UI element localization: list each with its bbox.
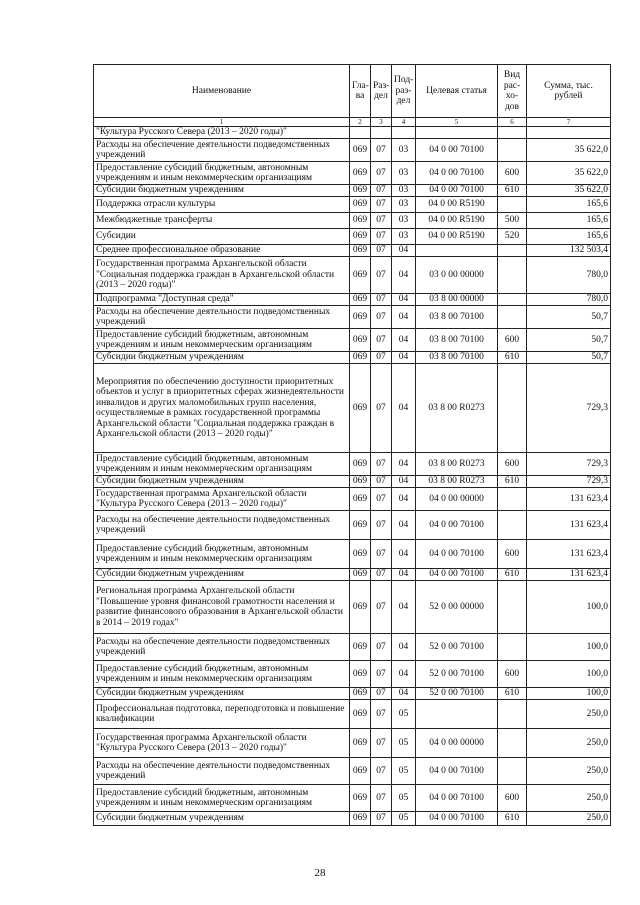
header-amount: Сумма, тыс. рублей <box>527 65 611 118</box>
row-expense-type <box>498 127 527 139</box>
row-expense-type <box>498 511 527 540</box>
row-amount: 50,7 <box>527 329 611 352</box>
row-name: Субсидии бюджетным учреждениям <box>94 352 350 364</box>
row-name: Субсидии бюджетным учреждениям <box>94 688 350 700</box>
row-name: Субсидии бюджетным учреждениям <box>94 476 350 488</box>
table-row <box>94 634 611 661</box>
row-target-article: 03 8 00 00000 <box>416 294 498 306</box>
row-chapter: 069 <box>350 812 371 826</box>
row-expense-type: 500 <box>498 213 527 229</box>
row-subsection: 03 <box>392 213 416 229</box>
row-amount: 729,3 <box>527 364 611 453</box>
row-subsection <box>392 127 416 139</box>
row-section: 07 <box>371 812 392 826</box>
row-amount: 165,6 <box>527 229 611 245</box>
row-target-article: 04 0 00 R5190 <box>416 197 498 213</box>
row-subsection: 04 <box>392 661 416 688</box>
row-amount: 35 622,0 <box>527 139 611 162</box>
row-name: Субсидии бюджетным учреждениям <box>94 185 350 197</box>
row-amount: 50,7 <box>527 352 611 364</box>
row-name: Подпрограмма "Доступная среда" <box>94 294 350 306</box>
row-amount: 100,0 <box>527 688 611 700</box>
row-name: Профессиональная подготовка, переподготовка и повышение квалификации <box>94 700 350 729</box>
table-row <box>94 257 611 294</box>
table-row <box>94 700 611 729</box>
column-number: 2 <box>350 118 371 127</box>
row-expense-type: 610 <box>498 476 527 488</box>
row-amount: 35 622,0 <box>527 162 611 185</box>
row-chapter: 069 <box>350 785 371 812</box>
row-amount: 131 623,4 <box>527 569 611 581</box>
row-target-article <box>416 700 498 729</box>
row-section: 07 <box>371 700 392 729</box>
row-section: 07 <box>371 257 392 294</box>
row-section: 07 <box>371 364 392 453</box>
row-section: 07 <box>371 306 392 329</box>
table-row <box>94 688 611 700</box>
row-target-article: 04 0 00 70100 <box>416 511 498 540</box>
row-name: Государственная программа Архангельской области "Социальная поддержка граждан в Архангельской области (2013 – 2020 годы)" <box>94 257 350 294</box>
row-amount: 131 623,4 <box>527 511 611 540</box>
header-row <box>94 65 611 118</box>
row-chapter: 069 <box>350 758 371 785</box>
row-section: 07 <box>371 185 392 197</box>
row-name: Межбюджетные трансферты <box>94 213 350 229</box>
row-target-article: 04 0 00 70100 <box>416 139 498 162</box>
row-amount: 780,0 <box>527 294 611 306</box>
row-target-article: 04 0 00 70100 <box>416 162 498 185</box>
row-expense-type: 520 <box>498 229 527 245</box>
row-section: 07 <box>371 476 392 488</box>
row-name: Расходы на обеспечение деятельности подведомственных учреждений <box>94 511 350 540</box>
row-expense-type: 610 <box>498 569 527 581</box>
row-amount: 250,0 <box>527 812 611 826</box>
row-subsection: 03 <box>392 197 416 213</box>
row-amount: 165,6 <box>527 213 611 229</box>
row-expense-type <box>498 197 527 213</box>
row-chapter: 069 <box>350 162 371 185</box>
table-row <box>94 729 611 758</box>
table-row <box>94 127 611 139</box>
table-row <box>94 229 611 245</box>
row-section: 07 <box>371 540 392 569</box>
row-chapter: 069 <box>350 139 371 162</box>
row-section: 07 <box>371 729 392 758</box>
row-section: 07 <box>371 139 392 162</box>
row-chapter: 069 <box>350 488 371 511</box>
row-expense-type <box>498 294 527 306</box>
column-number: 5 <box>416 118 498 127</box>
row-chapter <box>350 127 371 139</box>
row-subsection: 04 <box>392 540 416 569</box>
row-subsection: 03 <box>392 185 416 197</box>
row-chapter: 069 <box>350 634 371 661</box>
table-row <box>94 511 611 540</box>
row-target-article <box>416 245 498 257</box>
row-section: 07 <box>371 453 392 476</box>
row-amount: 35 622,0 <box>527 185 611 197</box>
row-expense-type <box>498 364 527 453</box>
row-name: Субсидии бюджетным учреждениям <box>94 812 350 826</box>
header-section: Раз-дел <box>371 65 392 118</box>
row-target-article: 04 0 00 R5190 <box>416 229 498 245</box>
table-row <box>94 581 611 634</box>
row-name: Расходы на обеспечение деятельности подведомственных учреждений <box>94 139 350 162</box>
row-name: Субсидии бюджетным учреждениям <box>94 569 350 581</box>
row-subsection: 04 <box>392 364 416 453</box>
row-name: Расходы на обеспечение деятельности подведомственных учреждений <box>94 634 350 661</box>
table-row <box>94 569 611 581</box>
row-chapter: 069 <box>350 245 371 257</box>
table-row <box>94 245 611 257</box>
column-number: 4 <box>392 118 416 127</box>
row-name: Предоставление субсидий бюджетным, автономным учреждениям и иным некоммерческим организациям <box>94 162 350 185</box>
row-subsection: 05 <box>392 700 416 729</box>
row-subsection: 04 <box>392 453 416 476</box>
row-chapter: 069 <box>350 688 371 700</box>
row-amount: 132 503,4 <box>527 245 611 257</box>
row-chapter: 069 <box>350 729 371 758</box>
row-chapter: 069 <box>350 352 371 364</box>
row-subsection: 04 <box>392 569 416 581</box>
budget-table <box>93 64 611 826</box>
row-subsection: 05 <box>392 785 416 812</box>
row-chapter: 069 <box>350 364 371 453</box>
row-expense-type <box>498 257 527 294</box>
row-expense-type: 610 <box>498 352 527 364</box>
row-chapter: 069 <box>350 257 371 294</box>
header-chapter: Гла-ва <box>350 65 371 118</box>
row-amount: 780,0 <box>527 257 611 294</box>
row-name: Государственная программа Архангельской области "Культура Русского Севера (2013 – 2020 годы)" <box>94 488 350 511</box>
table-row <box>94 364 611 453</box>
row-subsection: 05 <box>392 758 416 785</box>
row-section: 07 <box>371 352 392 364</box>
table-row <box>94 488 611 511</box>
table-row <box>94 162 611 185</box>
row-target-article: 04 0 00 R5190 <box>416 213 498 229</box>
header-name: Наименование <box>94 65 350 118</box>
table-row <box>94 758 611 785</box>
row-chapter: 069 <box>350 197 371 213</box>
row-chapter: 069 <box>350 329 371 352</box>
row-target-article <box>416 127 498 139</box>
table-row <box>94 185 611 197</box>
row-name: Предоставление субсидий бюджетным, автономным учреждениям и иным некоммерческим организациям <box>94 661 350 688</box>
table-row <box>94 453 611 476</box>
row-subsection: 04 <box>392 688 416 700</box>
row-amount: 250,0 <box>527 785 611 812</box>
row-section: 07 <box>371 488 392 511</box>
table-row <box>94 540 611 569</box>
row-target-article: 04 0 00 70100 <box>416 785 498 812</box>
row-subsection: 04 <box>392 352 416 364</box>
row-name: Предоставление субсидий бюджетным, автономным учреждениям и иным некоммерческим организациям <box>94 540 350 569</box>
row-section: 07 <box>371 511 392 540</box>
row-expense-type: 610 <box>498 688 527 700</box>
table-row <box>94 213 611 229</box>
row-subsection: 05 <box>392 729 416 758</box>
row-chapter: 069 <box>350 476 371 488</box>
table-row <box>94 352 611 364</box>
table-row <box>94 785 611 812</box>
row-subsection: 04 <box>392 476 416 488</box>
row-target-article: 04 0 00 70100 <box>416 758 498 785</box>
row-subsection: 05 <box>392 812 416 826</box>
row-expense-type <box>498 700 527 729</box>
header-target-article: Целевая статья <box>416 65 498 118</box>
column-number-row <box>94 118 611 127</box>
row-target-article: 03 8 00 70100 <box>416 306 498 329</box>
row-expense-type <box>498 488 527 511</box>
row-target-article: 04 0 00 70100 <box>416 569 498 581</box>
table-body <box>94 127 611 826</box>
row-target-article: 03 8 00 70100 <box>416 352 498 364</box>
row-name: Предоставление субсидий бюджетным, автономным учреждениям и иным некоммерческим организациям <box>94 329 350 352</box>
row-expense-type: 610 <box>498 812 527 826</box>
row-expense-type: 600 <box>498 453 527 476</box>
row-chapter: 069 <box>350 185 371 197</box>
row-name: Региональная программа Архангельской области "Повышение уровня финансовой грамотности населения и развитие финансового образования в Архангельской области в 2014 – 2019 годах" <box>94 581 350 634</box>
row-chapter: 069 <box>350 294 371 306</box>
row-amount: 100,0 <box>527 661 611 688</box>
row-chapter: 069 <box>350 569 371 581</box>
row-expense-type <box>498 139 527 162</box>
row-expense-type: 600 <box>498 540 527 569</box>
header-expense-type: Вид рас-хо-дов <box>498 65 527 118</box>
row-chapter: 069 <box>350 661 371 688</box>
row-amount: 729,3 <box>527 476 611 488</box>
row-chapter: 069 <box>350 213 371 229</box>
row-subsection: 04 <box>392 511 416 540</box>
table-row <box>94 139 611 162</box>
row-section: 07 <box>371 213 392 229</box>
row-chapter: 069 <box>350 581 371 634</box>
table-row <box>94 306 611 329</box>
row-section <box>371 127 392 139</box>
row-chapter: 069 <box>350 540 371 569</box>
row-chapter: 069 <box>350 453 371 476</box>
row-target-article: 52 0 00 70100 <box>416 688 498 700</box>
row-name: Государственная программа Архангельской области "Культура Русского Севера (2013 – 2020 годы)" <box>94 729 350 758</box>
row-subsection: 03 <box>392 162 416 185</box>
row-subsection: 04 <box>392 488 416 511</box>
row-expense-type: 600 <box>498 162 527 185</box>
table-row <box>94 476 611 488</box>
row-section: 07 <box>371 661 392 688</box>
row-subsection: 03 <box>392 229 416 245</box>
row-amount: 50,7 <box>527 306 611 329</box>
row-section: 07 <box>371 294 392 306</box>
row-amount: 100,0 <box>527 634 611 661</box>
row-subsection: 04 <box>392 294 416 306</box>
row-expense-type: 600 <box>498 785 527 812</box>
row-target-article: 52 0 00 00000 <box>416 581 498 634</box>
row-amount: 165,6 <box>527 197 611 213</box>
table-row <box>94 197 611 213</box>
row-name: Мероприятия по обеспечению доступности приоритетных объектов и услуг в приоритетных сферах жизнедеятельности инвалидов и других маломобильных групп населения, осуществляемые в рамках государственной программы Архангельской области "Социальная поддержка граждан в Архангельской области (2013 – 2020 годы)" <box>94 364 350 453</box>
row-section: 07 <box>371 634 392 661</box>
row-target-article: 04 0 00 70100 <box>416 812 498 826</box>
row-name: Расходы на обеспечение деятельности подведомственных учреждений <box>94 306 350 329</box>
row-section: 07 <box>371 162 392 185</box>
row-target-article: 52 0 00 70100 <box>416 634 498 661</box>
row-section: 07 <box>371 229 392 245</box>
row-expense-type: 600 <box>498 329 527 352</box>
row-amount: 250,0 <box>527 758 611 785</box>
row-name: Субсидии <box>94 229 350 245</box>
row-expense-type <box>498 245 527 257</box>
row-section: 07 <box>371 758 392 785</box>
table-row <box>94 661 611 688</box>
row-amount: 250,0 <box>527 700 611 729</box>
row-subsection: 04 <box>392 581 416 634</box>
row-name: Предоставление субсидий бюджетным, автономным учреждениям и иным некоммерческим организациям <box>94 453 350 476</box>
row-expense-type <box>498 306 527 329</box>
row-subsection: 04 <box>392 329 416 352</box>
row-chapter: 069 <box>350 700 371 729</box>
row-target-article: 04 0 00 00000 <box>416 729 498 758</box>
row-chapter: 069 <box>350 306 371 329</box>
row-section: 07 <box>371 581 392 634</box>
column-number: 6 <box>498 118 527 127</box>
row-section: 07 <box>371 785 392 812</box>
table-row <box>94 329 611 352</box>
row-subsection: 03 <box>392 139 416 162</box>
column-number: 1 <box>94 118 350 127</box>
column-number: 7 <box>527 118 611 127</box>
row-amount <box>527 127 611 139</box>
row-expense-type <box>498 729 527 758</box>
row-subsection: 04 <box>392 245 416 257</box>
row-amount: 250,0 <box>527 729 611 758</box>
row-target-article: 03 8 00 R0273 <box>416 453 498 476</box>
table-row <box>94 812 611 826</box>
page-number: 28 <box>314 867 326 879</box>
row-chapter: 069 <box>350 511 371 540</box>
row-target-article: 03 0 00 00000 <box>416 257 498 294</box>
table-row <box>94 294 611 306</box>
row-section: 07 <box>371 688 392 700</box>
header-subsection: Под-раз-дел <box>392 65 416 118</box>
column-number: 3 <box>371 118 392 127</box>
row-name: Предоставление субсидий бюджетным, автономным учреждениям и иным некоммерческим организациям <box>94 785 350 812</box>
row-target-article: 04 0 00 70100 <box>416 540 498 569</box>
row-expense-type <box>498 758 527 785</box>
row-expense-type <box>498 581 527 634</box>
row-section: 07 <box>371 569 392 581</box>
row-amount: 131 623,4 <box>527 540 611 569</box>
row-chapter: 069 <box>350 229 371 245</box>
row-target-article: 03 8 00 R0273 <box>416 476 498 488</box>
row-subsection: 04 <box>392 306 416 329</box>
row-subsection: 04 <box>392 257 416 294</box>
row-subsection: 04 <box>392 634 416 661</box>
row-section: 07 <box>371 197 392 213</box>
row-expense-type: 610 <box>498 185 527 197</box>
row-name: Поддержка отрасли культуры <box>94 197 350 213</box>
row-name: "Культура Русского Севера (2013 – 2020 годы)" <box>94 127 350 139</box>
row-name: Расходы на обеспечение деятельности подведомственных учреждений <box>94 758 350 785</box>
row-amount: 131 623,4 <box>527 488 611 511</box>
row-name: Среднее профессиональное образование <box>94 245 350 257</box>
row-expense-type <box>498 634 527 661</box>
row-section: 07 <box>371 245 392 257</box>
row-target-article: 52 0 00 70100 <box>416 661 498 688</box>
row-expense-type: 600 <box>498 661 527 688</box>
row-target-article: 04 0 00 70100 <box>416 185 498 197</box>
row-amount: 729,3 <box>527 453 611 476</box>
row-target-article: 04 0 00 00000 <box>416 488 498 511</box>
row-amount: 100,0 <box>527 581 611 634</box>
row-target-article: 03 8 00 70100 <box>416 329 498 352</box>
row-section: 07 <box>371 329 392 352</box>
row-target-article: 03 8 00 R0273 <box>416 364 498 453</box>
